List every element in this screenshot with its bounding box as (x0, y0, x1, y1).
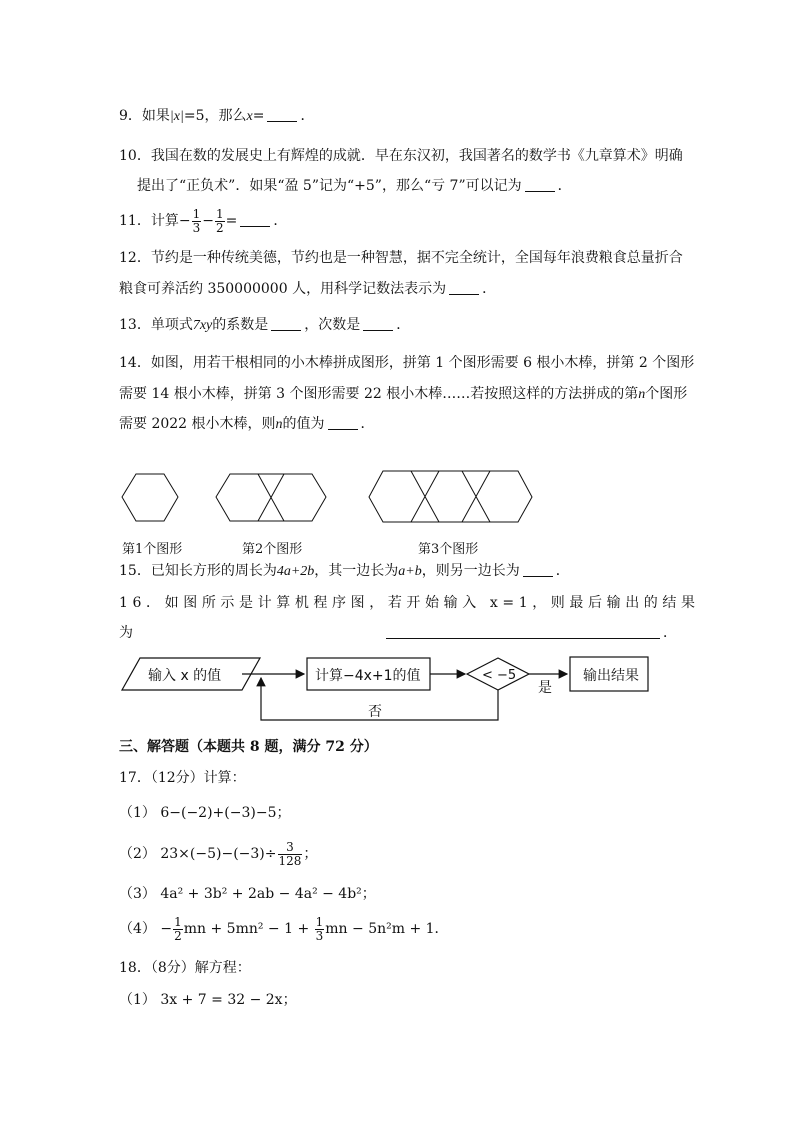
question-16-line2: 为 (119, 625, 133, 641)
question-10-line1: 10．我国在数的发展史上有辉煌的成就．早在东汉初，我国著名的数学书《九章算术》明确 (119, 148, 683, 164)
input-label: 输入 x 的值 (148, 668, 222, 684)
answer-blank (449, 280, 479, 295)
answer-blank (271, 316, 301, 331)
compare-label: < −5 (482, 668, 517, 683)
question-12-line2: 粮食可养活约 350000000 人，用科学记数法表示为 ． (119, 281, 497, 297)
section-3-heading: 三、解答题（本题共 8 题，满分 72 分） (119, 739, 378, 755)
question-16-line1: 16．如图所示是计算机程序图，若开始输入 x=1，则最后输出的结果 (119, 595, 700, 611)
question-15: 15．已知长方形的周长为4a+2b，其一边长为a+b，则另一边长为 ． (119, 563, 570, 579)
answer-blank (240, 212, 270, 227)
question-18-part1: （1） 3x + 7 = 32 − 2x； (119, 992, 297, 1008)
program-flowchart (118, 652, 670, 728)
figure-1-hexagon (122, 474, 178, 521)
question-18-title: 18．（8分）解方程： (119, 960, 251, 976)
figure-2-caption: 第2个图形 (242, 542, 303, 557)
question-17-title: 17．（12分）计算： (119, 770, 246, 786)
question-17-part4: （4） − $\frac{1}{2}$ mn + 5mn² − 1 + $\frac{1}{3}$ mn − 5n²m + 1． (119, 914, 449, 943)
question-16-end: ． (663, 625, 677, 641)
no-label: 否 (368, 704, 382, 720)
answer-blank (523, 562, 553, 577)
hexagon-figures (110, 460, 550, 535)
question-9: 9．如果|x|=5，那么x= ． (119, 108, 315, 124)
question-11: 11．计算− $\frac{1}{3}$ − $\frac{1}{2}$ = ． (119, 206, 288, 235)
question-14-line2: 需要 14 根小木棒，拼第 3 个图形需要 22 根小木棒……若按照这样的方法拼成的第n个图形 (119, 386, 688, 402)
answer-blank (267, 107, 297, 122)
figure-3-caption: 第3个图形 (418, 542, 479, 557)
output-label: 输出结果 (583, 668, 639, 684)
question-17-part2: （2） 23×(−5)−(−3)÷ $\frac{3}{128}$ ； (119, 839, 318, 868)
figure-3-outline (369, 471, 532, 522)
question-17-part1: （1） 6−(−2)+(−3)−5； (119, 805, 291, 821)
answer-blank (363, 316, 393, 331)
yes-label: 是 (538, 680, 552, 696)
figure-1-caption: 第1个图形 (122, 542, 183, 557)
answer-blank-long (386, 638, 660, 639)
question-13: 13．单项式7xy的系数是 ，次数是 ． (119, 317, 411, 333)
question-12-line1: 12．节约是一种传统美德，节约也是一种智慧，据不完全统计，全国每年浪费粮食总量折合 (119, 250, 683, 266)
answer-blank (525, 177, 555, 192)
question-10-line2: 提出了“正负术”．如果“盈 5”记为“+5”，那么“亏 7”可以记为 ． (137, 178, 572, 194)
answer-blank (328, 415, 358, 430)
question-17-part3: （3） 4a² + 3b² + 2ab − 4a² − 4b²； (119, 886, 376, 902)
compute-label: 计算−4x+1的值 (315, 668, 421, 684)
question-14-line3: 需要 2022 根小木棒，则n的值为 ． (119, 416, 375, 432)
question-14-line1: 14．如图，用若干根相同的小木棒拼成图形，拼第 1 个图形需要 6 根小木棒，拼第 2 个图形 (119, 355, 695, 371)
